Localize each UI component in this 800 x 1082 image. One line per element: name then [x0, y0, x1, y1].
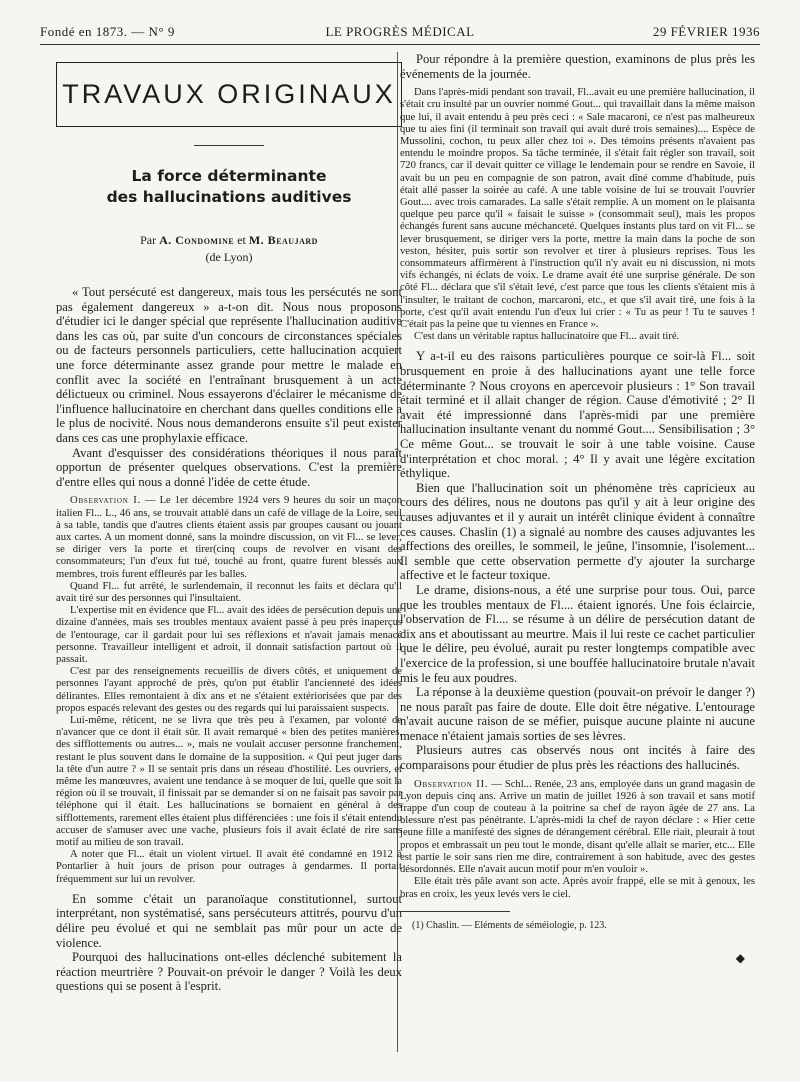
- right-intro-paragraph: Pour répondre à la première question, examinons de plus près les événements de la journée.: [400, 52, 755, 81]
- section-title: TRAVAUX ORIGINAUX: [62, 79, 396, 109]
- end-diamond-icon: ◆: [735, 950, 745, 965]
- intro-paragraph-2: Avant d'esquisser des considérations théoriques il nous paraît opportun de présenter quelques observations. C'est la première d'entre elles qui nous a donné l'idée de cette étude.: [56, 445, 402, 489]
- article-title: [56, 166, 402, 208]
- section-title-box: [56, 62, 402, 127]
- raptus-sentence: C'est dans un véritable raptus hallucinatoire que Fl... avait tiré.: [414, 331, 680, 343]
- header-date: 29 FÉVRIER 1936: [652, 24, 760, 39]
- observation-1-para-2: Quand Fl... fut arrêté, le surlendemain, il reconnut les faits et déclara qu'il avait tiré sur des personnes qui l'insultaient.: [56, 580, 402, 604]
- second-question-paragraph: La réponse à la deuxième question (pouvait-on prévoir le danger ?) ne nous paraît pas faire de doute. Elle doit être négative. L'entourage n'avait aucune raison de se méfier, puisque aucune plainte ni aucune menace n'étaient jamais sorties de ses lèvres.: [400, 685, 755, 743]
- article-title-line1: La force déterminante: [131, 167, 327, 185]
- footnote: (1) Chaslin. — Eléments de séméiologie, p. 123.: [412, 919, 607, 931]
- observation-1-para-6: A noter que Fl... était un violent virtuel. Il avait été condamné en 1912 à Pontarlier à huit jours de prison pour outrages à gendarmes. Il portait fréquemment sur lui un revolver.: [56, 849, 402, 885]
- observation-1-para-4: C'est par des renseignements recueillis de divers côtés, et uniquement de personnes l'ayant approché de près, qu'on put établir l'ancienneté des idées délirantes. Elles remontaient à dix ans et ne s'étaient extériorisées que par des propos espacés relevant des gestes ou des regards qui lui paraissaient suspects.: [56, 666, 402, 714]
- questions-paragraph: Pourquoi des hallucinations ont-elles déclenché subitement la réaction meurtrière ? Pouvait-on prévoir le danger ? Voilà les deux questions qui se posent à l'esprit.: [56, 950, 402, 994]
- events-description: Dans l'après-midi pendant son travail, Fl...avait eu une première hallucination, il s'était cru insulté par un ouvrier nommé Gout... qui travaillait dans la même maison que lui, il avait entendu à peu près ceci : « Sale macaroni, ce n'est pas malheureux que tu aies fini (il terminait son travail qui avait duré trois semaines).... Espèce de Mussolini, cochon, tu peux aller chez toi ». Des témoins présents n'avaient pas entendu le moindre propos. Sa tâche terminée, il s'était fait régler son travail, soit 720 francs, car il devait quitter ce village le lendemain pour se rendre en Savoie, il avait bu un peu en compagnie de son patron, avait dîné comme d'habitude, puis était allé passer la soirée au café. A une table voisine de lui se trouvait l'ouvrier Gout.... avec trois camarades. La salle s'était remplie. A un moment on le plaisanta quelque peu parce qu'il « faisait le suisse » (consommait seul), mais les propos échangés furent sans aucune méchanceté. Quelques instants plus tard on vit Fl... se lever brusquement, se diriger vers la porte, mettre la main dans la poche de son veston, hésiter, puis sortir son revolver et tirer à plusieurs reprises. Tous les consommateurs affirmèrent à l'instruction qu'il n'y avait eu ni discussion, ni mots vifs échangés, ni éclats de voix. Le drame avait été une surprise générale. De son côté Fl... déclara que s'il s'était levé, c'est parce que tous les clients s'étaient mis à l'insulter, le traitant de cochon, marcaroni, etc., et que s'il avait tiré, une fois à la porte, c'est qu'il avait entendu l'un d'eux lui crier : « Tu as peur ! Tu te sauves ! C'était pas la peine que tu viennes en France ».: [400, 87, 755, 331]
- byline-prefix: Par: [140, 233, 157, 247]
- footnote-rule: [400, 911, 510, 912]
- running-header: [40, 24, 760, 46]
- byline-conjunction: et: [237, 233, 246, 247]
- observation-1-label: Observation I.: [70, 495, 142, 507]
- title-separator: [194, 145, 264, 146]
- left-column: [56, 52, 402, 994]
- observation-1-para-3: L'expertise mit en évidence que Fl... avait des idées de persécution depuis une dizaine d'années, mais ses troubles mentaux avaient passé à peu près inaperçus de l'entourage, car il gardait pour lui ses réflexions et n'avait jamais menacé personne. Travailleur intelligent et adroit, il donnait satisfaction partout où il passait.: [56, 605, 402, 665]
- summary-paragraph: En somme c'était un paranoïaque constitutionnel, surtout interprétant, non systématisé, sans persécuteurs attitrés, pourvu d'un délire peu évolué et qui ne semblait pas mûr pour un acte de violence.: [56, 891, 402, 950]
- header-rule: [40, 44, 760, 45]
- author-1: A. Condomine: [159, 233, 235, 247]
- observation-1: [56, 495, 402, 580]
- observation-2-label: Observation II.: [414, 778, 489, 790]
- observation-2: [400, 779, 755, 877]
- article-title-line2: des hallucinations auditives: [106, 188, 352, 206]
- byline: [56, 232, 402, 248]
- observation-1-para-5: Lui-même, réticent, ne se livra que très peu à l'examen, par volonté de n'avancer que ce dont il était sûr. Il avait remarqué « bien des petites manières, des sifflottements ou autres... », mais ne voulait accuser personne franchement, restant le plus souvent dans le domaine de la supposition. « Qui peut juger dans la tête d'un autre ? » Il se sentait pris dans un réseau d'hostilité. Les ouvriers, et même les manœuvres, avaient une tendance à se moquer de lui, quelle que soit la région où il se trouvait, il finissait par se demander si on ne faisait pas savoir par téléphone qui il était. Les hallucinations se bornaient en général à des sifflottements, rarement elles étaient plus différenciées : une fois il s'était entendu accuser de s'amuser avec une vache, plusieurs fois il avait éclaté de rire sans motif au milieu de son travail.: [56, 714, 402, 848]
- intro-paragraph: « Tout persécuté est dangereux, mais tous les persécutés ne sont pas également dangereux » a-t-on dit. Nous nous proposons d'étudier ici le danger spécial que représente l'hallucination auditive dans les cas où, par suite d'un concours de circonstances spéciales ou de facteurs personnels particuliers, cette hallucination acquiert une force déterminante assez grande pour mettre le malade en conflit avec la société en l'entraînant brusquement à un acte délictueux ou criminel. Nous essayerons d'éclairer le mécanisme de l'influence hallucinatoire en cherchant dans quelles conditions elle a le plus de nocivité. Nous nous demanderons ensuite s'il peut exister dans ces cas une prophylaxie efficace.: [56, 285, 402, 445]
- header-founded: Fondé en 1873. — N° 9: [40, 24, 175, 39]
- right-column: [400, 52, 755, 965]
- causes-paragraph: Y a-t-il eu des raisons particulières pourque ce soir-là Fl... soit brusquement en proie à des hallucinations ayant une telle force déterminante ? Nous croyons en apercevoir plusieurs : 1° Son travail était terminé et il allait changer de région. Cause d'émotivité ; 2° Il avait été impressionné dans l'après-midi par une première hallucination insultante venant du nommé Gout.... Sensibilisation ; 3° Ce même Gout... se trouvait le soir à une table voisine. Cause d'interprétation et choc moral. ; 4° Il y avait une légère excitation éthylique.: [400, 349, 755, 481]
- author-2: M. Beaujard: [248, 233, 318, 247]
- observation-2-para-2: Elle était très pâle avant son acte. Après avoir frappé, elle se mit à genoux, les bras en croix, les yeux levés vers le ciel.: [400, 876, 755, 900]
- comparison-paragraph: Plusieurs autres cas observés nous ont incités à faire des comparaisons pour étudier de plus près les réactions des hallucinés.: [400, 743, 755, 773]
- affiliation: (de Lyon): [205, 250, 253, 264]
- chaslin-paragraph: Bien que l'hallucination soit un phénomène très capricieux au cours des délires, nous ne doutons pas qu'il y ait à leur origine des causes adjuvantes et il y aurait un intérêt clinique évident à connaître ces causes. Chaslin (1) a signalé au nombre des causes adjuvantes les affections des oreilles, le sommeil, le jeûne, l'insomnie, l'isolement... Il semble que cette observation permette d'y ajouter la surcharge affective et le facteur toxique.: [400, 480, 755, 583]
- observation-2-text: — Schl... Renée, 23 ans, employée dans un grand magasin de Lyon depuis cinq ans. Arrive un matin de juillet 1926 à son travail et sans motif frappe d'un coup de couteau à la poitrine sa chef de rayon âgée de 27 ans. La blessure n'est pas pénétrante. L'après-midi la chef de rayon déclare : « Hier cette jeune fille a manifesté des signes de dérangement cérébral. Elle riait, pleurait à tout propos et embrassait un peu tout le monde, disant qu'elle allait se marier, etc... Elle est partie le soir sans rien me dire, contrairement à son habitude, avec des gestes désordonnés. Elle n'avait aucun motif pour m'en vouloir ».: [400, 778, 755, 876]
- header-journal-title: LE PROGRÈS MÉDICAL: [325, 24, 475, 39]
- observation-1-text: — Le 1er décembre 1924 vers 9 heures du soir un maçon italien Fl... L., 46 ans, se trouvait attablé dans un café de village de la Loire, seul à sa table, tandis que d'autres clients étaient assis par groupes causant ou jouant aux cartes. A un moment donné, sans la moindre discussion, on vit Fl... se lever, se diriger vers la porte et tirer(cinq coups de revolver en visant des consommateurs; l'un d'eux fut tué, touché au front, quatre furent blessés aux membres, trois furent effleurés par les balles.: [56, 495, 402, 580]
- drama-paragraph: Le drame, disions-nous, a été une surprise pour tous. Oui, parce que les troubles mentaux de Fl.... étaient ignorés. Une fois éclaircie, l'observation de Fl.... se résume à un délire de persécution datant de dix ans et aboutissant au meurtre. Mais il lui reste ce cachet particulier que le délire, peu évolué, aurait pu rester longtemps compatible avec l'exercice de la profession, si une bouffée hallucinatoire brutale n'avait mis le feu aux poudres.: [400, 582, 755, 685]
